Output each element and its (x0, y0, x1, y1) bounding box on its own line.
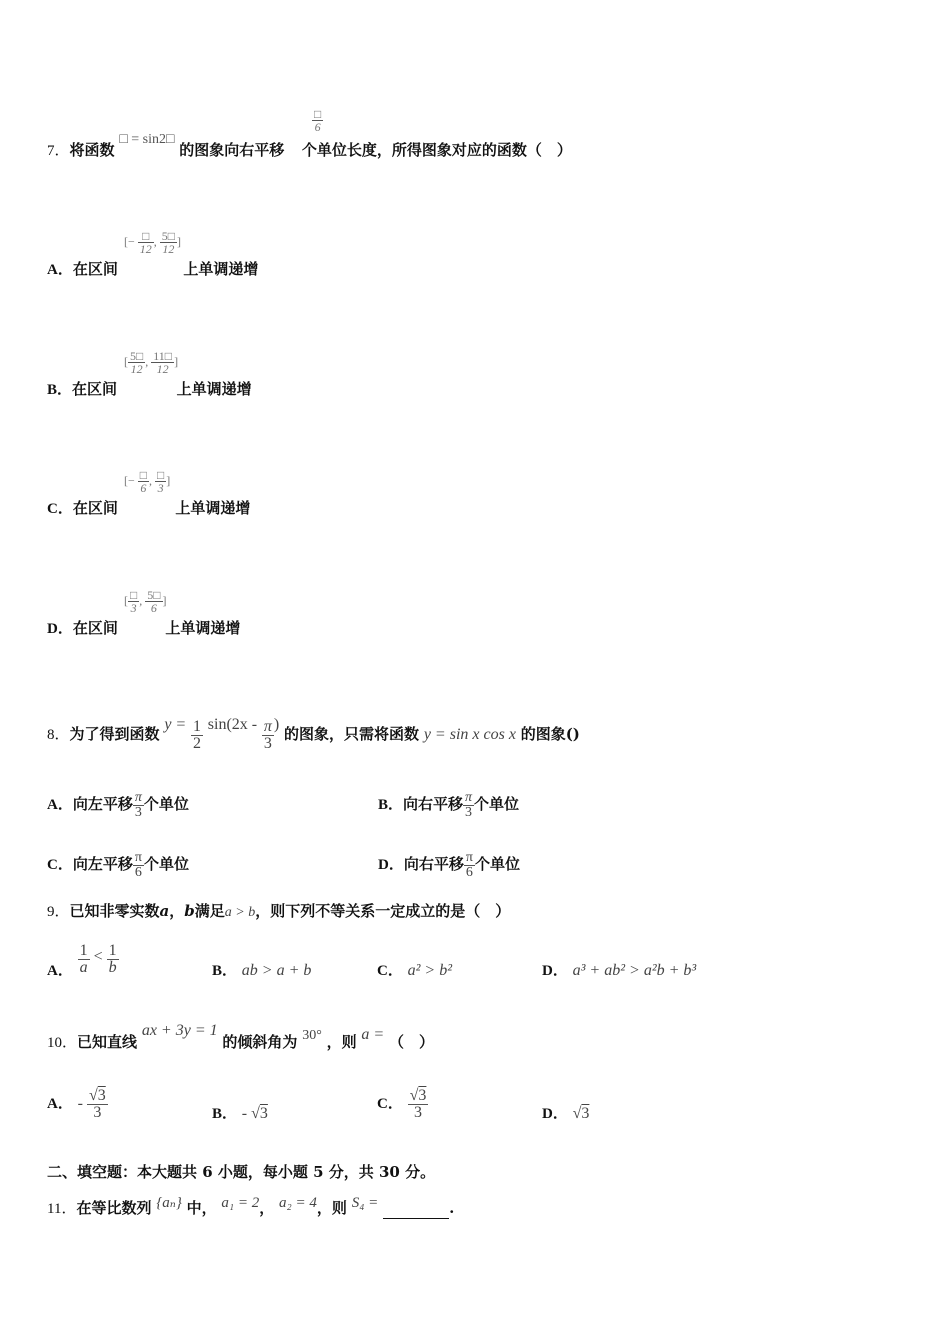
q7-formula: □ = sin2□ (119, 132, 175, 147)
q8-option-c: C．向左平移 $\frac{\pi}{6}$ 个单位 (47, 849, 189, 880)
q7-option-b-interval: [ $\frac{5□}{12}$ , $\frac{11□}{12}$ ] (124, 349, 179, 376)
question-11: 11．在等比数列 {aₙ} 中， a₁ = 2， a₂ = 4，则 S₄ = . (47, 1195, 455, 1217)
q7-number: 7． (47, 143, 70, 159)
q7-option-d: D．在区间 上单调递增 (47, 619, 241, 637)
q7-option-b: B．在区间 上单调递增 (47, 380, 252, 398)
q9-option-c: C． a² > b² (377, 962, 453, 979)
q10-option-d: D． √3 (542, 1105, 590, 1122)
q7-option-d-interval: [ $\frac{□}{3}$ , $\frac{5□}{6}$ ] (124, 588, 167, 615)
q7-option-a-interval: [− $\frac{□}{12}$ , $\frac{5□}{12}$ ] (124, 229, 182, 256)
q7-stem: 7．将函数 □ = sin2□ 的图象向右平移 个单位长度，所得图象对应的函数（ ） (47, 132, 572, 159)
q10-option-b: B． - √3 (212, 1105, 268, 1122)
answer-blank[interactable] (383, 1202, 449, 1219)
q7-option-c-interval: [− $\frac{□}{6}$ , $\frac{□}{3}$ ] (124, 468, 171, 495)
q7-option-c: C．在区间 上单调递增 (47, 499, 251, 517)
q7-option-a: A．在区间 上单调递增 (47, 260, 259, 278)
q9-option-d: D． a³ + ab² > a²b + b³ (542, 962, 697, 979)
q8-option-b: B．向右平移 $\frac{\pi}{3}$ 个单位 (378, 789, 520, 820)
q9-option-a: A． $\frac{1}{a}$ < $\frac{1}{b}$ (47, 941, 117, 979)
q10-option-c: C． $\frac{√3}{3}$ (377, 1086, 427, 1121)
q10-stem: 10．已知直线 ax + 3y = 1 的倾斜角为 30° ，则 a = （ ） (47, 1022, 434, 1051)
q7-shift-fraction: $\frac{□}{6}$ (314, 107, 322, 134)
q9-stem: 9．已知非零实数a，b满足a > b，则下列不等关系一定成立的是（ ） (47, 902, 511, 920)
q10-option-a: A． - $\frac{√3}{3}$ (47, 1086, 106, 1121)
section-2-title: 二、填空题：本大题共 6 小题，每小题 5 分，共 30 分。 (47, 1163, 436, 1181)
q8-option-d: D．向右平移 $\frac{\pi}{6}$ 个单位 (378, 849, 520, 880)
q8-option-a: A．向左平移 $\frac{\pi}{3}$ 个单位 (47, 789, 189, 820)
q9-option-b: B． ab > a + b (212, 962, 312, 979)
q8-stem: 8．为了得到函数 y = $\frac{1}{2}$ sin(2x - $\frac{\pi}{3}$ ) 的图象，只需将函数 y = sin x cos x 的图象() (47, 716, 580, 752)
